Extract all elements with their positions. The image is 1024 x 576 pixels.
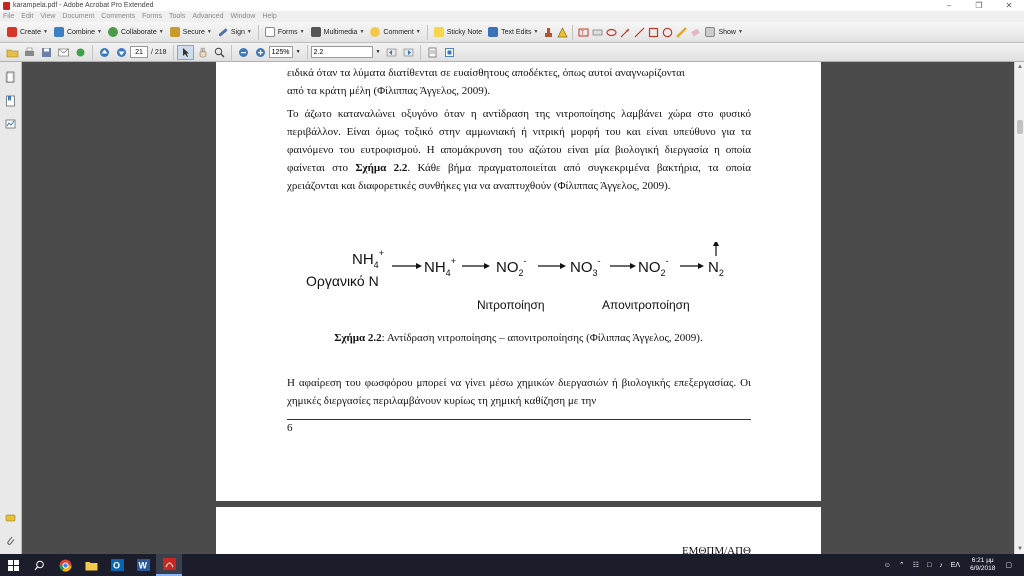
species-no2-a: $NO_2^-$ [496,256,527,278]
hand-tool-icon[interactable] [194,45,211,60]
multimedia-icon [311,27,321,37]
chrome-icon[interactable] [52,554,78,576]
menu-edit[interactable]: Edit [21,13,34,20]
title-bar [0,0,1024,11]
menu-comments[interactable]: Comments [101,13,136,20]
paragraph-1-line-1: ειδικά όταν τα λύματα διατίθενται σε ευαίσθητους αποδέκτες, όπως αυτοί αναγνωρίζονται [287,67,685,79]
scroll-down-arrow-icon[interactable]: ▼ [1017,546,1023,552]
secure-button[interactable]: Secure ▼ [167,24,215,41]
print-icon[interactable] [21,45,38,60]
cloud-icon[interactable] [604,24,618,41]
svg-text:O: O [112,560,120,571]
forms-label: Forms [277,28,298,36]
outlook-icon[interactable] [104,554,130,576]
menu-forms[interactable]: Forms [142,13,162,20]
fit-width-icon[interactable] [424,45,441,60]
zoom-in-icon[interactable] [252,45,269,60]
signatures-panel-icon[interactable] [4,117,17,130]
page-total-label: / 218 [151,48,167,56]
comment-button[interactable]: Comment ▼ [367,24,423,41]
zoom-out-icon[interactable] [235,45,252,60]
notifications-icon[interactable]: ▢ [1005,562,1012,569]
figure-reference: Σχήμα 2.2 [355,162,408,174]
paragraph-1-line-2: από τα κράτη μέλη (Φίλιππας Άγγελος, 2009). [287,85,491,97]
page-header: ΕΜΘΠΜ/ΑΠΘ [681,545,751,554]
show-icon [705,27,715,37]
text-box-icon[interactable] [576,24,590,41]
page-number-input[interactable] [130,46,148,58]
scroll-thumb[interactable] [1017,120,1023,134]
organic-n-label: Οργανικό N [306,273,379,289]
scroll-up-arrow-icon[interactable]: ▲ [1017,64,1023,70]
find-next-icon[interactable] [400,45,417,60]
tasks-toolbar [0,22,1024,43]
text-edits-icon [488,27,498,37]
show-label: Show [718,28,736,36]
document-viewer[interactable] [23,62,1014,554]
svg-text:W: W [138,560,147,571]
toolbar-separator [572,25,573,40]
reaction-arrowhead [560,263,566,269]
action-center-icon[interactable]: □ [926,561,932,569]
lock-icon [170,27,180,37]
menu-document[interactable]: Document [62,13,95,20]
comment-label: Comment [383,28,414,36]
rectangle-tool-icon[interactable] [646,24,660,41]
start-windows-icon[interactable] [0,554,26,576]
secure-label: Secure [182,28,205,36]
share-icon[interactable] [72,45,89,60]
paragraph-2-text-b: . Κάθε βήμα πραγματοποιείται από συγκεκριμένα βακτήρια, τα οποία χρειάζονται και διαφορετικές συνθήκες για να αναπτυχθούν (Φίλιππας Άγγελος, 2009). [287,162,751,192]
attachments-panel-icon[interactable] [4,534,17,547]
window-title: karampela.pdf - Adobe Acrobat Pro Extended [13,2,154,9]
menu-advanced[interactable]: Advanced [192,13,224,20]
menu-view[interactable]: View [40,13,56,20]
toolbar-separator [231,45,232,60]
species-nh4: $NH_4^+$ [424,256,456,278]
paragraph-3: Η αφαίρεση του φωσφόρου μπορεί να γίνει μέσω χημικών διεργασιών ή βιολογικής επεξεργασίας. Οι χημικές διεργασίες περιλαμβάνουν κυρίως τη χημική καθίζηση με την [287,377,751,407]
search-icon[interactable] [26,554,52,576]
select-tool-icon[interactable] [177,45,194,60]
system-tray [880,554,1016,576]
text-edits-label: Text Edits [501,28,532,36]
collaborate-button[interactable]: Collaborate ▼ [105,24,167,41]
multimedia-button[interactable]: Multimedia ▼ [308,24,368,41]
stamp-icon[interactable] [541,24,555,41]
next-page-icon[interactable] [113,45,130,60]
menu-tools[interactable]: Tools [168,13,186,20]
reaction-arrowhead [630,263,636,269]
find-dropdown-icon[interactable]: ▼ [375,49,381,55]
pen-icon [218,28,228,37]
menu-window[interactable]: Window [230,13,256,20]
clock-date: 6/9/2018 [970,565,996,572]
combine-icon [54,27,64,37]
file-explorer-icon[interactable] [78,554,104,576]
sticky-note-button[interactable] [431,24,485,41]
reaction-arrowhead [416,263,422,269]
line-tool-icon[interactable] [632,24,646,41]
species-no3: $NO_3^-$ [570,256,601,278]
open-folder-icon[interactable] [4,45,21,60]
bookmarks-panel-icon[interactable] [4,94,17,107]
input-language[interactable]: ΕΛ [950,561,961,569]
menu-bar [0,11,1024,22]
paragraph-2 [287,105,751,195]
comments-panel-icon[interactable] [4,512,17,525]
word-icon[interactable] [130,554,156,576]
forms-button[interactable]: Forms ▼ [262,24,308,41]
create-label: Create [20,28,42,36]
species-no2-b: $NO_2^-$ [638,256,669,278]
text-edits-button[interactable]: Text Edits ▼ [485,24,541,41]
forms-icon [265,27,275,37]
caption-text: : Αντίδραση νιτροποίησης – απονιτροποίησης (Φίλιππας Άγγελος, 2009). [381,332,703,344]
oval-tool-icon[interactable] [660,24,674,41]
save-icon[interactable] [38,45,55,60]
create-button[interactable]: Create ▼ [4,24,51,41]
previous-page-icon[interactable] [96,45,113,60]
pages-panel-icon[interactable] [4,70,17,83]
vertical-scrollbar[interactable] [1014,62,1024,554]
toolbar-separator [427,25,428,40]
multimedia-label: Multimedia [323,28,358,36]
menu-file[interactable]: File [3,13,15,20]
species-n2: $N_2$ [708,259,724,278]
fit-page-icon[interactable] [441,45,458,60]
pdf-page [216,62,821,501]
attach-file-icon[interactable] [555,24,569,41]
figure-caption [216,332,821,344]
sign-label: Sign [230,28,245,36]
clock-time: 6:21 μμ [971,557,994,564]
eraser-tool-icon[interactable] [688,24,702,41]
show-button[interactable]: Show ▼ [702,24,745,41]
close-button[interactable]: ✕ [1005,1,1013,10]
footer-rule [287,419,751,420]
navigation-toolbar [0,43,1024,62]
acrobat-taskbar-icon[interactable] [156,554,182,576]
combine-label: Combine [66,28,95,36]
toolbar-separator [307,45,308,60]
network-icon[interactable]: ☷ [912,562,919,569]
menu-help[interactable]: Help [262,13,277,20]
find-previous-icon[interactable] [383,45,400,60]
marquee-zoom-icon[interactable] [211,45,228,60]
taskbar [0,554,1024,576]
find-input[interactable] [311,46,373,58]
volume-icon[interactable]: ♪ [939,561,943,569]
arrow-tool-icon[interactable] [618,24,632,41]
sign-button[interactable]: Sign ▼ [215,24,255,41]
comment-icon [370,27,380,37]
sticky-note-icon [434,27,444,37]
toolbar-separator [420,45,421,60]
clock[interactable] [970,557,995,573]
minimize-button[interactable]: – [946,1,952,10]
pdf-page-next [216,507,821,554]
toolbar-separator [92,45,93,60]
page-number: 6 [287,422,293,434]
nitrogen-reaction-figure [296,242,756,322]
sticky-note-label: Sticky Note [446,28,483,36]
pencil-tool-icon[interactable] [674,24,688,41]
collaborate-label: Collaborate [120,28,157,36]
navigation-pane [0,62,22,554]
collaborate-icon [108,27,118,37]
zoom-level-input[interactable] [269,46,293,58]
caption-reference: Σχήμα 2.2 [334,332,382,344]
zoom-dropdown-icon[interactable]: ▼ [295,49,301,55]
acrobat-app-icon [3,2,10,10]
combine-button[interactable]: Combine ▼ [51,24,105,41]
svg-text:T: T [580,30,585,37]
callout-icon[interactable] [590,24,604,41]
show-hidden-icons-icon[interactable]: ⌃ [898,562,905,569]
people-icon[interactable]: ☺ [883,561,891,569]
create-icon [7,27,17,37]
reaction-arrowhead [484,263,490,269]
denitrification-label: Απονιτροποίηση [602,298,690,312]
restore-button[interactable]: ❐ [975,1,983,10]
gas-release-arrowhead [713,242,719,246]
toolbar-separator [173,45,174,60]
species-nh4-organic: $NH_4^+$ [352,248,384,270]
nitrification-label: Νιτροποίηση [477,298,545,312]
paragraph-2-text-a: Το άζωτο καταναλώνει οξυγόνο όταν η αντίδραση της νιτροποίησης λαμβάνει χώρα στο φυσικό περιβάλλον. Είναι όμως τοξικό στην αμμωνιακή ή νιτρική μορφή του και είναι υπεύθυνο για τα φαινόμενο του ευτροφισμού. Η απομάκρυνση του αζώτου είναι μία βιολογική διεργασία η οποία φαίνεται στο [287,108,751,174]
email-icon[interactable] [55,45,72,60]
toolbar-separator [258,25,259,40]
reaction-arrowhead [698,263,704,269]
